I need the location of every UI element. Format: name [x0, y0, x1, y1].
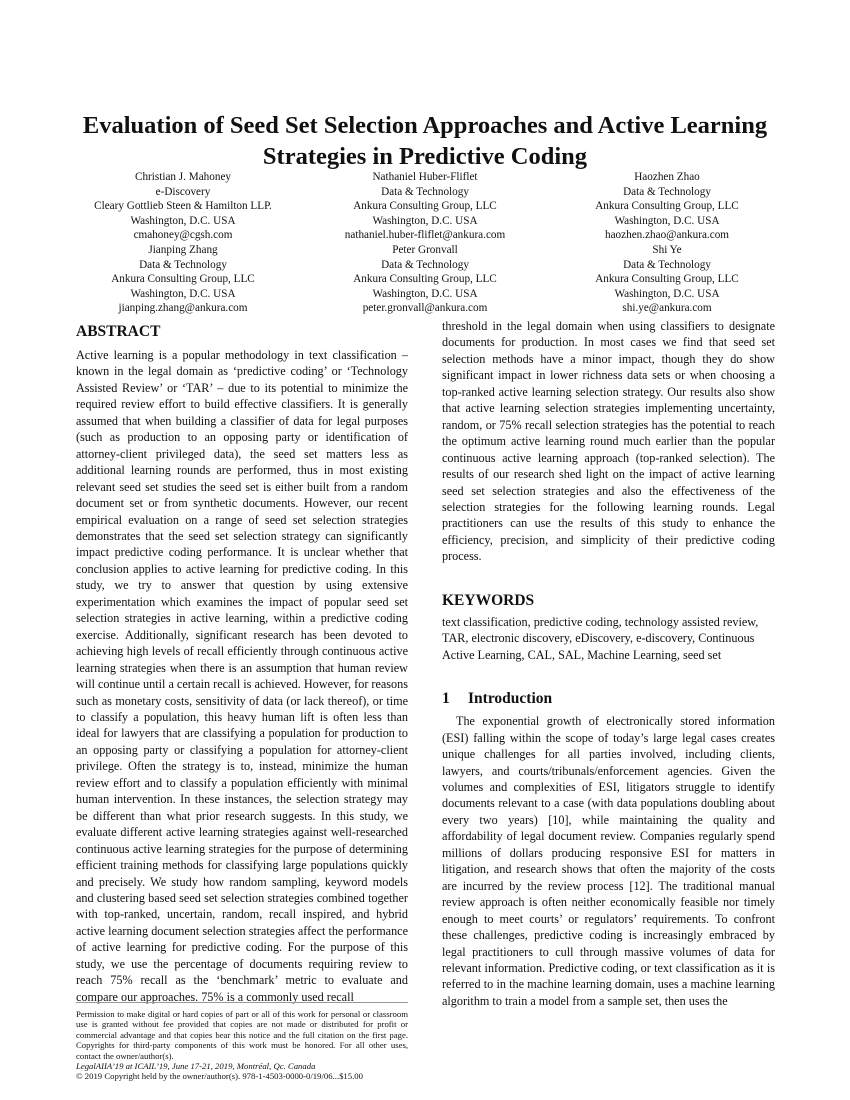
author-block [62, 170, 304, 243]
title-line-2: Strategies in Predictive Coding [262, 143, 588, 170]
introduction-text: The exponential growth of electronically stored information (ESI) falling within the scope of today’s large legal cases creates unique challenges for all parties involved, including clients, lawyers, and courts/tribunals/enforcement agencies. Given the volumes and complexities of ESI, litigators struggle to identify documents relevant to a case (with data populations doubling about every two years) [10], while maintaining the quality and affordability of legal document review. Companies regularly spend millions of dollars producing responsive ESI for matters in litigation, and research shows that often the majority of the costs are incurred by the review process [12]. The traditional manual review approach is often neither economically feasible nor timely enough to meet courts’ or regulators’ requirements. To confront these challenges, predictive coding is increasingly embraced by legal practitioners to cull through massive volumes of data for relevant information. Predictive coding, or text classification as it is referred to in the machine learning domain, uses a machine learning algorithm to train a model from a sample set, then uses the [442, 714, 775, 1008]
author-location: Washington, D.C. USA [372, 214, 478, 227]
author-block [546, 170, 788, 243]
author-block [304, 170, 546, 243]
introduction-heading [442, 689, 775, 709]
copyright-line: © 2019 Copyright held by the owner/author(s). 978-1-4503-0000-0/19/06...$15.00 [76, 1071, 363, 1082]
author-row-1 [62, 170, 788, 240]
author-dept: Data & Technology [381, 258, 469, 271]
author-dept: Data & Technology [381, 185, 469, 198]
author-block [546, 243, 788, 316]
author-org: Ankura Consulting Group, LLC [595, 273, 739, 286]
author-location: Washington, D.C. USA [130, 214, 236, 227]
author-org: Cleary Gottlieb Steen & Hamilton LLP. [94, 200, 272, 213]
author-name: Nathaniel Huber-Fliflet [372, 171, 478, 183]
author-org: Ankura Consulting Group, LLC [111, 273, 255, 286]
keywords-text: text classification, predictive coding, technology assisted review, TAR, electronic discovery, eDiscovery, e-discovery, Continuous Active Learning, CAL, SAL, Machine Learning, seed set [442, 614, 759, 662]
author-email: peter.gronvall@ankura.com [362, 302, 488, 315]
abstract-text-right: threshold in the legal domain when using classifiers to designate documents for production. In most cases we find that seed set selection methods have a minor impact, though they do show significant impact in lower richness data sets or when choosing a top-ranked active learning selection strategy. Our results also show that active learning selection strategies implementing uncertainty, random, or 75% recall selection strategies has the potential to reach the optimum active learning round much earlier than the popular continuous active learning approach (top-ranked selection). The results of our research shed light on the impact of active learning seed set selection strategies and also the effectiveness of the selection strategies for the following learning rounds. Legal practitioners can use the results of this study to enhance the efficiency, precision, and simplicity of their predictive coding process. [442, 319, 775, 564]
section-title: Introduction [468, 690, 553, 708]
keywords-heading: KEYWORDS [442, 591, 535, 609]
permission-footnote [76, 1002, 408, 1082]
author-location: Washington, D.C. USA [130, 287, 236, 300]
abstract-text-left: Active learning is a popular methodology in text classification – known in the legal domain as ‘predictive coding’ or ‘Technology Assisted Review’ or ‘TAR’ – due to its potential to minimize the required review effort to build effective classifiers. It is generally assumed that when building a classifier of data for legal purposes (such as production to an opposing party or identification of attorney-client privileged data), the seed set matters less as additional learning rounds are performed, thus in most existing relevant seed set studies the seed set is either built from a random document set or from synthetic documents. However, our recent empirical evaluation on a range of seed set selection strategies demonstrates that the seed set selection strategy can significantly impact predictive coding performance. It is unclear whether that conclusion applies to active learning for predictive coding. In this study, we try to answer that question by using extensive experimentation which examines the impact of popular seed set selection strategies in active learning, within a predictive coding exercise. Additionally, significant research has been devoted to achieving high levels of recall efficiently through continuous active learning strategies when there is an assumption that human review will continue until a certain recall is achieved. However, for reasons such as monetary costs, sensitivity of data (or lack thereof), or time to classify a population, this heavy human lift is often less than ideal for lawyers that are classifying a population for production to an opposing party or classifying a population for attorney-client privilege. Often the strategy is to, instead, minimize the human review effort and to classify a population efficiently with minimal human intervention. In these instances, the selection strategy may be different than what prior research suggests. In this study, we evaluate different active learning strategies against well-researched continuous active learning strategies for the purpose of determining efficient training methods for classifying large populations quickly and precisely. We study how random sampling, keyword models and clustering based seed set selection strategies combined together with top-ranked, uncertain, random, recall inspired, and hybrid active learning document selection strategies affect the performance of active learning for predictive coding. For the purpose of this study, we use the percentage of documents requiring review to reach 75% recall as the ‘benchmark’ metric to evaluate and compare our approaches. 75% is a commonly used recall [76, 348, 408, 1004]
author-email: shi.ye@ankura.com [622, 302, 712, 315]
author-email: nathaniel.huber-fliflet@ankura.com [344, 229, 506, 242]
permission-notice: Permission to make digital or hard copies of part or all of this work for personal or classroom use is granted without fee provided that copies are not made or distributed for profit or commercial advantage and that copies bear this notice and the full citation on the first page. Copyrights for third-party components of this work must be honored. For all other uses, contact the owner/author(s). [76, 1009, 408, 1061]
right-column [442, 318, 775, 1009]
author-org: Ankura Consulting Group, LLC [353, 200, 497, 213]
author-name: Jianping Zhang [148, 244, 218, 256]
author-dept: Data & Technology [623, 185, 711, 198]
left-column [76, 322, 408, 1005]
author-location: Washington, D.C. USA [614, 214, 720, 227]
author-name: Haozhen Zhao [634, 171, 700, 183]
author-block [62, 243, 304, 316]
venue-line: LegalAIIA’19 at ICAIL’19, June 17-21, 2019, Montréal, Qc. Canada [76, 1061, 316, 1072]
section-number: 1 [442, 690, 450, 708]
author-email: haozhen.zhao@ankura.com [605, 229, 729, 242]
author-name: Christian J. Mahoney [134, 171, 232, 183]
author-location: Washington, D.C. USA [372, 287, 478, 300]
author-row-2 [62, 243, 788, 313]
author-name: Shi Ye [652, 244, 682, 256]
title-line-1: Evaluation of Seed Set Selection Approaches and Active Learning [82, 112, 768, 139]
abstract-heading: ABSTRACT [76, 323, 161, 340]
author-dept: e-Discovery [155, 185, 211, 198]
author-dept: Data & Technology [623, 258, 711, 271]
author-org: Ankura Consulting Group, LLC [595, 200, 739, 213]
author-name: Peter Gronvall [392, 244, 458, 256]
paper-title [60, 110, 790, 172]
author-dept: Data & Technology [139, 258, 227, 271]
author-location: Washington, D.C. USA [614, 287, 720, 300]
author-org: Ankura Consulting Group, LLC [353, 273, 497, 286]
author-email: cmahoney@cgsh.com [133, 229, 233, 242]
author-block [304, 243, 546, 316]
author-email: jianping.zhang@ankura.com [118, 302, 248, 315]
